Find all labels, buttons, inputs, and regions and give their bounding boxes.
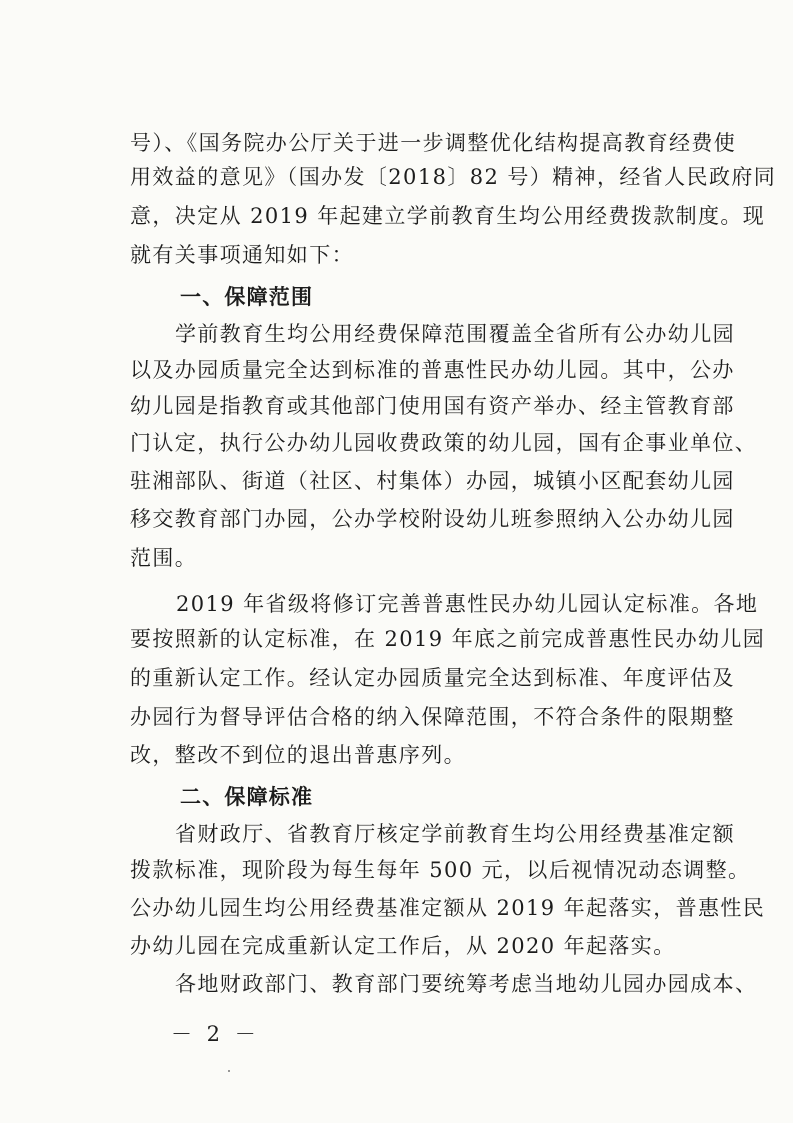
section-heading-scope: 一、保障范围 bbox=[180, 285, 314, 309]
text-line: 范围。 bbox=[130, 546, 198, 570]
text-line: 以及办园质量完全达到标准的普惠性民办幼儿园。其中，公办 bbox=[130, 358, 735, 382]
text-line: 要按照新的认定标准，在 2019 年底之前完成普惠性民办幼儿园 bbox=[130, 627, 766, 651]
text-line: 就有关事项通知如下： bbox=[130, 243, 354, 267]
text-line: 2019 年省级将修订完善普惠性民办幼儿园认定标准。各地 bbox=[176, 592, 759, 616]
text-line: 驻湘部队、街道（社区、村集体）办园，城镇小区配套幼儿园 bbox=[130, 469, 735, 493]
text-line: 公办幼儿园生均公用经费基准定额从 2019 年起落实，普惠性民 bbox=[130, 896, 766, 920]
text-line: 改，整改不到位的退出普惠序列。 bbox=[130, 743, 466, 767]
page-number: － 2 － bbox=[171, 1022, 260, 1046]
text-line: 移交教育部门办园，公办学校附设幼儿班参照纳入公办幼儿园 bbox=[130, 507, 735, 531]
text-line: 学前教育生均公用经费保障范围覆盖全省所有公办幼儿园 bbox=[175, 322, 735, 346]
text-line: 幼儿园是指教育或其他部门使用国有资产举办、经主管教育部 bbox=[130, 394, 735, 418]
text-line: 的重新认定工作。经认定办园质量完全达到标准、年度评估及 bbox=[130, 666, 735, 690]
text-line: 各地财政部门、教育部门要统筹考虑当地幼儿园办园成本、 bbox=[175, 972, 758, 996]
text-line: 拨款标准，现阶段为每生每年 500 元，以后视情况动态调整。 bbox=[130, 858, 751, 882]
text-line: 用效益的意见》（国办发〔2018〕82 号）精神，经省人民政府同 bbox=[130, 165, 777, 189]
bleed-through-artifact bbox=[440, 245, 516, 318]
text-line: 省财政厅、省教育厅核定学前教育生均公用经费基准定额 bbox=[175, 822, 735, 846]
text-line: 号）、《国务院办公厅关于进一步调整优化结构提高教育经费使 bbox=[130, 131, 737, 155]
text-line: 意，决定从 2019 年起建立学前教育生均公用经费拨款制度。现 bbox=[130, 204, 766, 228]
text-line: 办园行为督导评估合格的纳入保障范围，不符合条件的限期整 bbox=[130, 705, 735, 729]
text-line: 门认定，执行公办幼儿园收费政策的幼儿园，国有企事业单位、 bbox=[130, 431, 758, 455]
section-heading-standard: 二、保障标准 bbox=[180, 785, 314, 809]
scan-speck bbox=[228, 1070, 230, 1072]
text-line: 办幼儿园在完成重新认定工作后，从 2020 年起落实。 bbox=[130, 934, 676, 958]
